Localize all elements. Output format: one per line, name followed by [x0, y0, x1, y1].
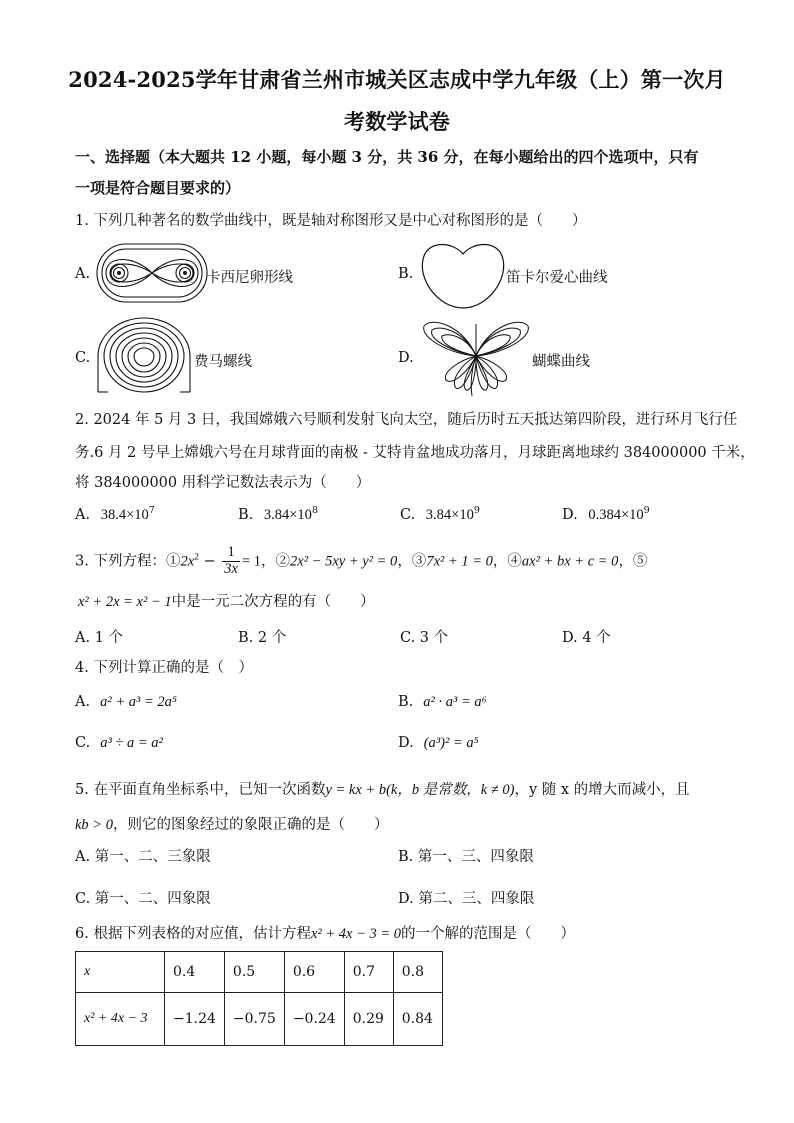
q5-option-b: B. 第一、三、四象限	[398, 849, 534, 865]
cassini-oval-icon	[96, 243, 208, 303]
q2-option-d-exp: 9	[643, 505, 650, 516]
q1-option-a-caption: 卡西尼卵形线	[206, 270, 293, 286]
q2-option-b	[238, 507, 318, 524]
q2-option-d	[562, 507, 650, 524]
q1-option-c-caption: 费马螺线	[194, 354, 252, 370]
q3-line1: 3. 下列方程：$①2x^2$ − $\frac{1}{3x}$ = 1，②2x² − 5xy + y² = 0，③7x² + 1 = 0，④ax² + bx + c = 0，⑤	[75, 544, 648, 577]
q1-option-d-caption: 蝴蝶曲线	[532, 354, 590, 370]
q5-option-d: D. 第二、三、四象限	[398, 891, 535, 907]
q6-equation: x² + 4x − 3 = 0	[310, 926, 402, 942]
q4-stem: 4. 下列计算正确的是（ ）	[75, 660, 253, 676]
q1-stem: 1. 下列几种著名的数学曲线中，既是轴对称图形又是中心对称图形的是（ ）	[75, 213, 587, 229]
table-cell: 0.4	[165, 952, 225, 993]
cardioid-heart-icon	[420, 240, 506, 310]
q3-eq4: ax² + bx + c = 0	[521, 553, 619, 570]
q6-stem: 6. 根据下列表格的对应值，估计方程x² + 4x − 3 = 0的一个解的范围是（ ）	[75, 926, 576, 942]
table-cell: 0.8	[393, 952, 442, 993]
q1-option-b-label: B.	[398, 266, 414, 282]
q4-option-b-expr: a² · a³ = a⁶	[423, 694, 487, 710]
fermat-spiral-icon	[96, 316, 192, 396]
q2-line3: 将 384000000 用科学记数法表示为（ ）	[75, 475, 371, 491]
q4-option-d: D. (a³)² = a⁵	[398, 735, 479, 751]
table-cell: 0.29	[344, 993, 393, 1046]
table-cell: 0.84	[393, 993, 442, 1046]
table-cell: −0.24	[284, 993, 344, 1046]
table-cell: x	[76, 952, 165, 993]
q2-option-d-base: 0.384×10	[588, 507, 644, 523]
q2-option-c-label: C.	[400, 507, 416, 523]
q2-line2: 务.6 月 2 号早上嫦娥六号在月球背面的南极 - 艾特肯盆地成功落月，月球距离地球约 384000000 千米，	[75, 445, 755, 461]
q2-option-c-base: 3.84×10	[425, 507, 474, 523]
q4-option-c-expr: a³ ÷ a = a²	[100, 735, 163, 751]
q5-line2: kb > 0，则它的图象经过的象限正确的是（ ）	[75, 817, 389, 833]
q3-eq2: 2x² − 5xy + y² = 0	[290, 553, 398, 570]
q5-function-eq: y = kx + b(k，b 是常数，k ≠ 0)	[325, 782, 515, 798]
q2-option-c-exp: 9	[473, 505, 480, 516]
table-row	[76, 993, 443, 1046]
q3-eq1-right: = 1	[241, 553, 262, 570]
table-cell: −0.75	[224, 993, 284, 1046]
q5-line1: 5. 在平面直角坐标系中，已知一次函数y = kx + b(k，b 是常数，k ≠ 0)，y 随 x 的增大而减小，且	[75, 782, 690, 798]
q1-option-c-label: C.	[75, 350, 91, 366]
q3-prefix: 3. 下列方程：①	[75, 553, 181, 570]
q3-eq1-left: 2x	[180, 553, 195, 570]
q2-option-d-label: D.	[562, 507, 578, 523]
q1-option-a-label: A.	[75, 266, 91, 282]
q4-option-d-expr: (a³)² = a⁵	[423, 735, 479, 751]
q2-line1: 2. 2024 年 5 月 3 日，我国嫦娥六号顺利发射飞向太空，随后历时五天抵达第四阶段，进行环月飞行任	[75, 412, 738, 428]
q4-option-c: C. a³ ÷ a = a²	[75, 735, 163, 751]
table-cell: 0.5	[224, 952, 284, 993]
q2-option-b-label: B.	[238, 507, 254, 523]
q4-option-b: B. a² · a³ = a⁶	[398, 694, 487, 710]
q3-line2: x² + 2x = x² − 1中是一元二次方程的有（ ）	[78, 594, 375, 610]
q3-eq3: 7x² + 1 = 0	[426, 553, 493, 570]
q2-option-a-base: 38.4×10	[100, 507, 149, 523]
q2-option-c	[400, 507, 480, 524]
q3-option-b: B. 2 个	[238, 630, 287, 646]
q3-eq1-fraction: $\frac{1}{3x}$	[224, 544, 238, 577]
table-row	[76, 952, 443, 993]
q4-option-a: A. a² + a³ = 2a⁵	[75, 694, 177, 710]
table-cell: 0.7	[344, 952, 393, 993]
q3-option-a: A. 1 个	[75, 630, 124, 646]
table-cell: x² + 4x − 3	[76, 993, 165, 1046]
section-header-line2: 一项是符合题目要求的）	[75, 179, 241, 197]
q3-option-c: C. 3 个	[400, 630, 449, 646]
q5-option-c: C. 第一、二、四象限	[75, 891, 211, 907]
q6-value-table	[75, 951, 443, 1046]
q3-option-d: D. 4 个	[562, 630, 611, 646]
q2-option-a-label: A.	[75, 507, 91, 523]
table-cell: 0.6	[284, 952, 344, 993]
section-header-line1: 一、选择题（本大题共 12 小题，每小题 3 分，共 36 分，在每小题给出的四个选项中，只有	[75, 148, 699, 166]
q1-option-d-label: D.	[398, 350, 414, 366]
q2-option-b-exp: 8	[311, 505, 318, 516]
q2-option-a-exp: 7	[148, 505, 155, 516]
q2-option-a	[75, 507, 155, 524]
q3-eq5: x² + 2x = x² − 1	[78, 594, 172, 610]
exam-title-line2: 考数学试卷	[344, 109, 450, 134]
q5-condition: kb > 0	[75, 817, 113, 833]
butterfly-curve-icon	[420, 316, 532, 398]
q4-option-a-expr: a² + a³ = 2a⁵	[100, 694, 177, 710]
q1-option-b-caption: 笛卡尔爱心曲线	[506, 270, 608, 286]
exam-title-line1: 2024-2025学年甘肃省兰州市城关区志成中学九年级（上）第一次月	[68, 67, 726, 92]
q5-option-a: A. 第一、二、三象限	[75, 849, 211, 865]
q2-option-b-base: 3.84×10	[263, 507, 312, 523]
table-cell: −1.24	[165, 993, 225, 1046]
